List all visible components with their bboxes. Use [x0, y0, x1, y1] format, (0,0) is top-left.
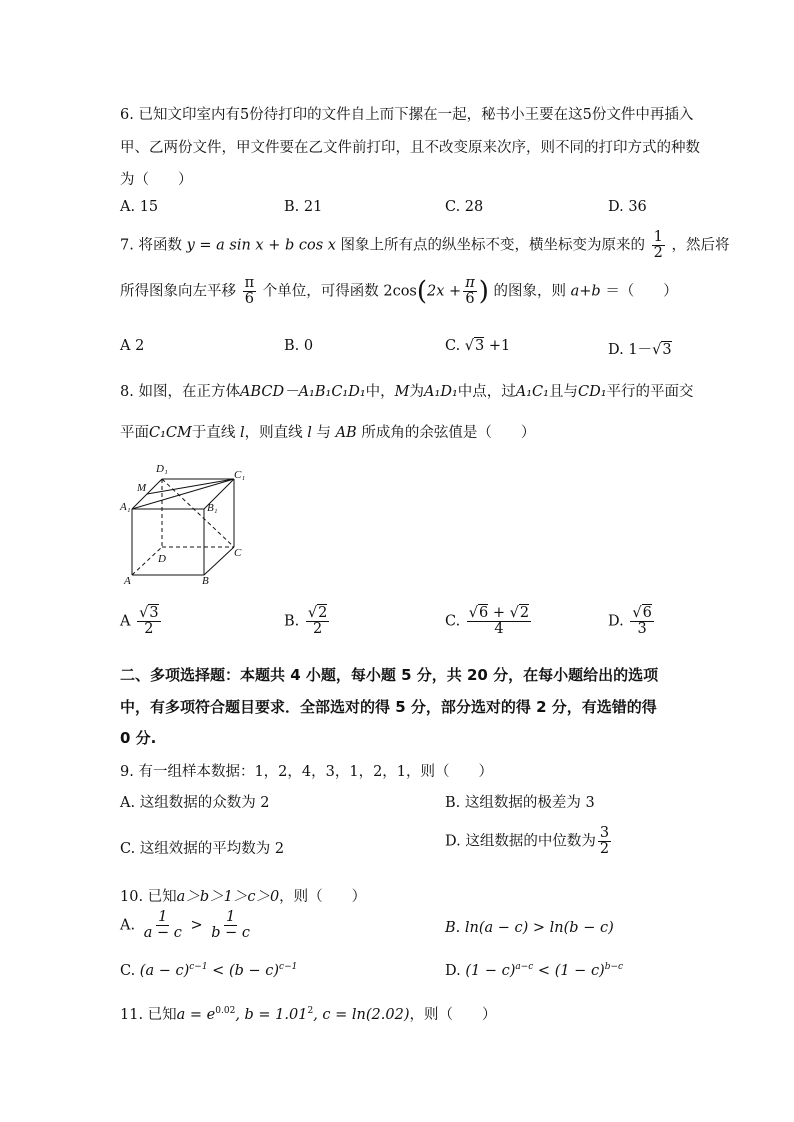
q8-line1: 8. 如图，在正方体ABCD－A₁B₁C₁D₁中，M为A₁D₁中点，过A₁C₁且与CD₁平行的平面交: [120, 384, 694, 400]
q6-option-c: C. 28: [445, 199, 484, 215]
q7-line2-b: 个单位，可得函数: [262, 283, 379, 300]
q9-option-a: A. 这组数据的众数为 2: [120, 795, 270, 811]
q9-option-d: D. 这组数据的中位数为 $\frac{3}{2}$: [445, 825, 610, 858]
q7-line2-d: ＝（ ）: [605, 283, 678, 300]
q10-option-a: A. $\frac{1}{a - c}$ > $\frac{1}{b - c}$: [120, 909, 250, 942]
label-c: C: [234, 547, 242, 559]
q9-option-c: C. 这组效据的平均数为 2: [120, 841, 285, 857]
q8-cube-name: ABCD－A₁B₁C₁D₁: [239, 384, 366, 400]
q8-option-b: B. $\frac{√2}{2}$: [284, 605, 328, 638]
q6-option-b: B. 21: [284, 199, 323, 215]
q7-option-c: C. √3 +1: [445, 338, 511, 354]
q7-line2-c: 的图象，则: [493, 283, 567, 300]
q7-option-d: D. 1－√3: [608, 342, 672, 358]
q8-line2: 平面C₁CM于直线 l，则直线 l 与 AB 所成角的余弦值是（ ）: [120, 425, 536, 441]
q10-option-d: D. $(1 - c)^{a-c} < (1 - c)^{b-c}$: [445, 962, 624, 979]
q7-mid: 图象上所有点的纵坐标不变，横坐标变为原来的: [340, 237, 646, 254]
q8-option-c: C. $\frac{√6 + √2}{4}$: [445, 605, 530, 638]
q7-expr-cos: 2cos: [383, 283, 417, 300]
q7-scale-fraction: $\frac{1}{2}$: [653, 229, 663, 262]
edge-bc: [204, 547, 234, 575]
q10-option-b: B. ln(a − c) > ln(b − c): [445, 920, 614, 936]
label-b1: B₁: [207, 502, 218, 514]
q9-stem: 9. 有一组样本数据：1，2，4，3，1，2，1，则（ ）: [120, 764, 494, 780]
q7-option-b: B. 0: [284, 338, 314, 354]
q8-option-d: D. $\frac{√6}{3}$: [608, 605, 652, 638]
q7-line1: [120, 230, 729, 261]
label-c1: C₁: [234, 469, 246, 481]
q10-condition: a＞b＞1＞c＞0: [176, 889, 280, 905]
q7-line2: 所得图象向左平移 $\frac{\pi}{6}$ 个单位，可得函数 2cos(2x + $\frac{\pi}{6}$ ) 的图象，则 a+b ＝（ ）: [120, 275, 678, 308]
q9-option-b: B. 这组数据的极差为 3: [445, 795, 595, 811]
label-m: M: [137, 482, 147, 494]
q8-option-a: A $\frac{√3}{2}$: [120, 605, 159, 638]
q7-option-a: A 2: [120, 338, 145, 354]
q6-option-d: D. 36: [608, 199, 647, 215]
q7-expr-inner: 2x +: [427, 283, 462, 300]
q7-prefix: 7. 将函数: [120, 237, 182, 254]
label-a: A: [124, 575, 131, 587]
q6-line1: 6. 已知文印室内有5份待打印的文件自上而下摞在一起，秘书小王要在这5份文件中再插入: [120, 107, 694, 123]
label-d: D: [158, 553, 166, 565]
label-d1: D₁: [156, 463, 168, 475]
q10-stem: 10. 已知a＞b＞1＞c＞0，则（ ）: [120, 889, 367, 905]
label-a1: A₁: [120, 501, 131, 513]
cube-figure: [118, 458, 258, 590]
q7-function: y = a sin x + b cos x: [186, 237, 336, 254]
q11-stem: 11. 已知$a = e^{0.02}$, $b = 1.01^2$, c = ln(2.02)，则（ ）: [120, 1006, 497, 1023]
q6-option-a: A. 15: [120, 199, 159, 215]
label-b: B: [202, 575, 209, 587]
section2-line1: 二、多项选择题：本题共 4 小题，每小题 5 分，共 20 分，在每小题给出的选项: [120, 666, 659, 684]
section2-line3: 0 分.: [120, 729, 157, 747]
q7-ab: a+b: [570, 283, 601, 300]
q7-line2-a: 所得图象向左平移: [120, 283, 236, 300]
q7-suffix: ，然后将: [671, 237, 730, 254]
q6-line3: 为（ ）: [120, 172, 193, 188]
q7-shift-fraction: $\frac{\pi}{6}$: [244, 275, 255, 308]
q6-line2: 甲、乙两份文件，甲文件要在乙文件前打印，且不改变原来次序，则不同的打印方式的种数: [120, 140, 700, 156]
q10-option-c: C. $(a - c)^{c-1} < (b - c)^{c-1}$: [120, 962, 298, 979]
q7-expr-fraction: $\frac{\pi}{6}$: [465, 275, 475, 308]
section2-line2: 中，有多项符合题目要求．全部选对的得 5 分，部分选对的得 2 分，有选错的得: [120, 698, 657, 716]
